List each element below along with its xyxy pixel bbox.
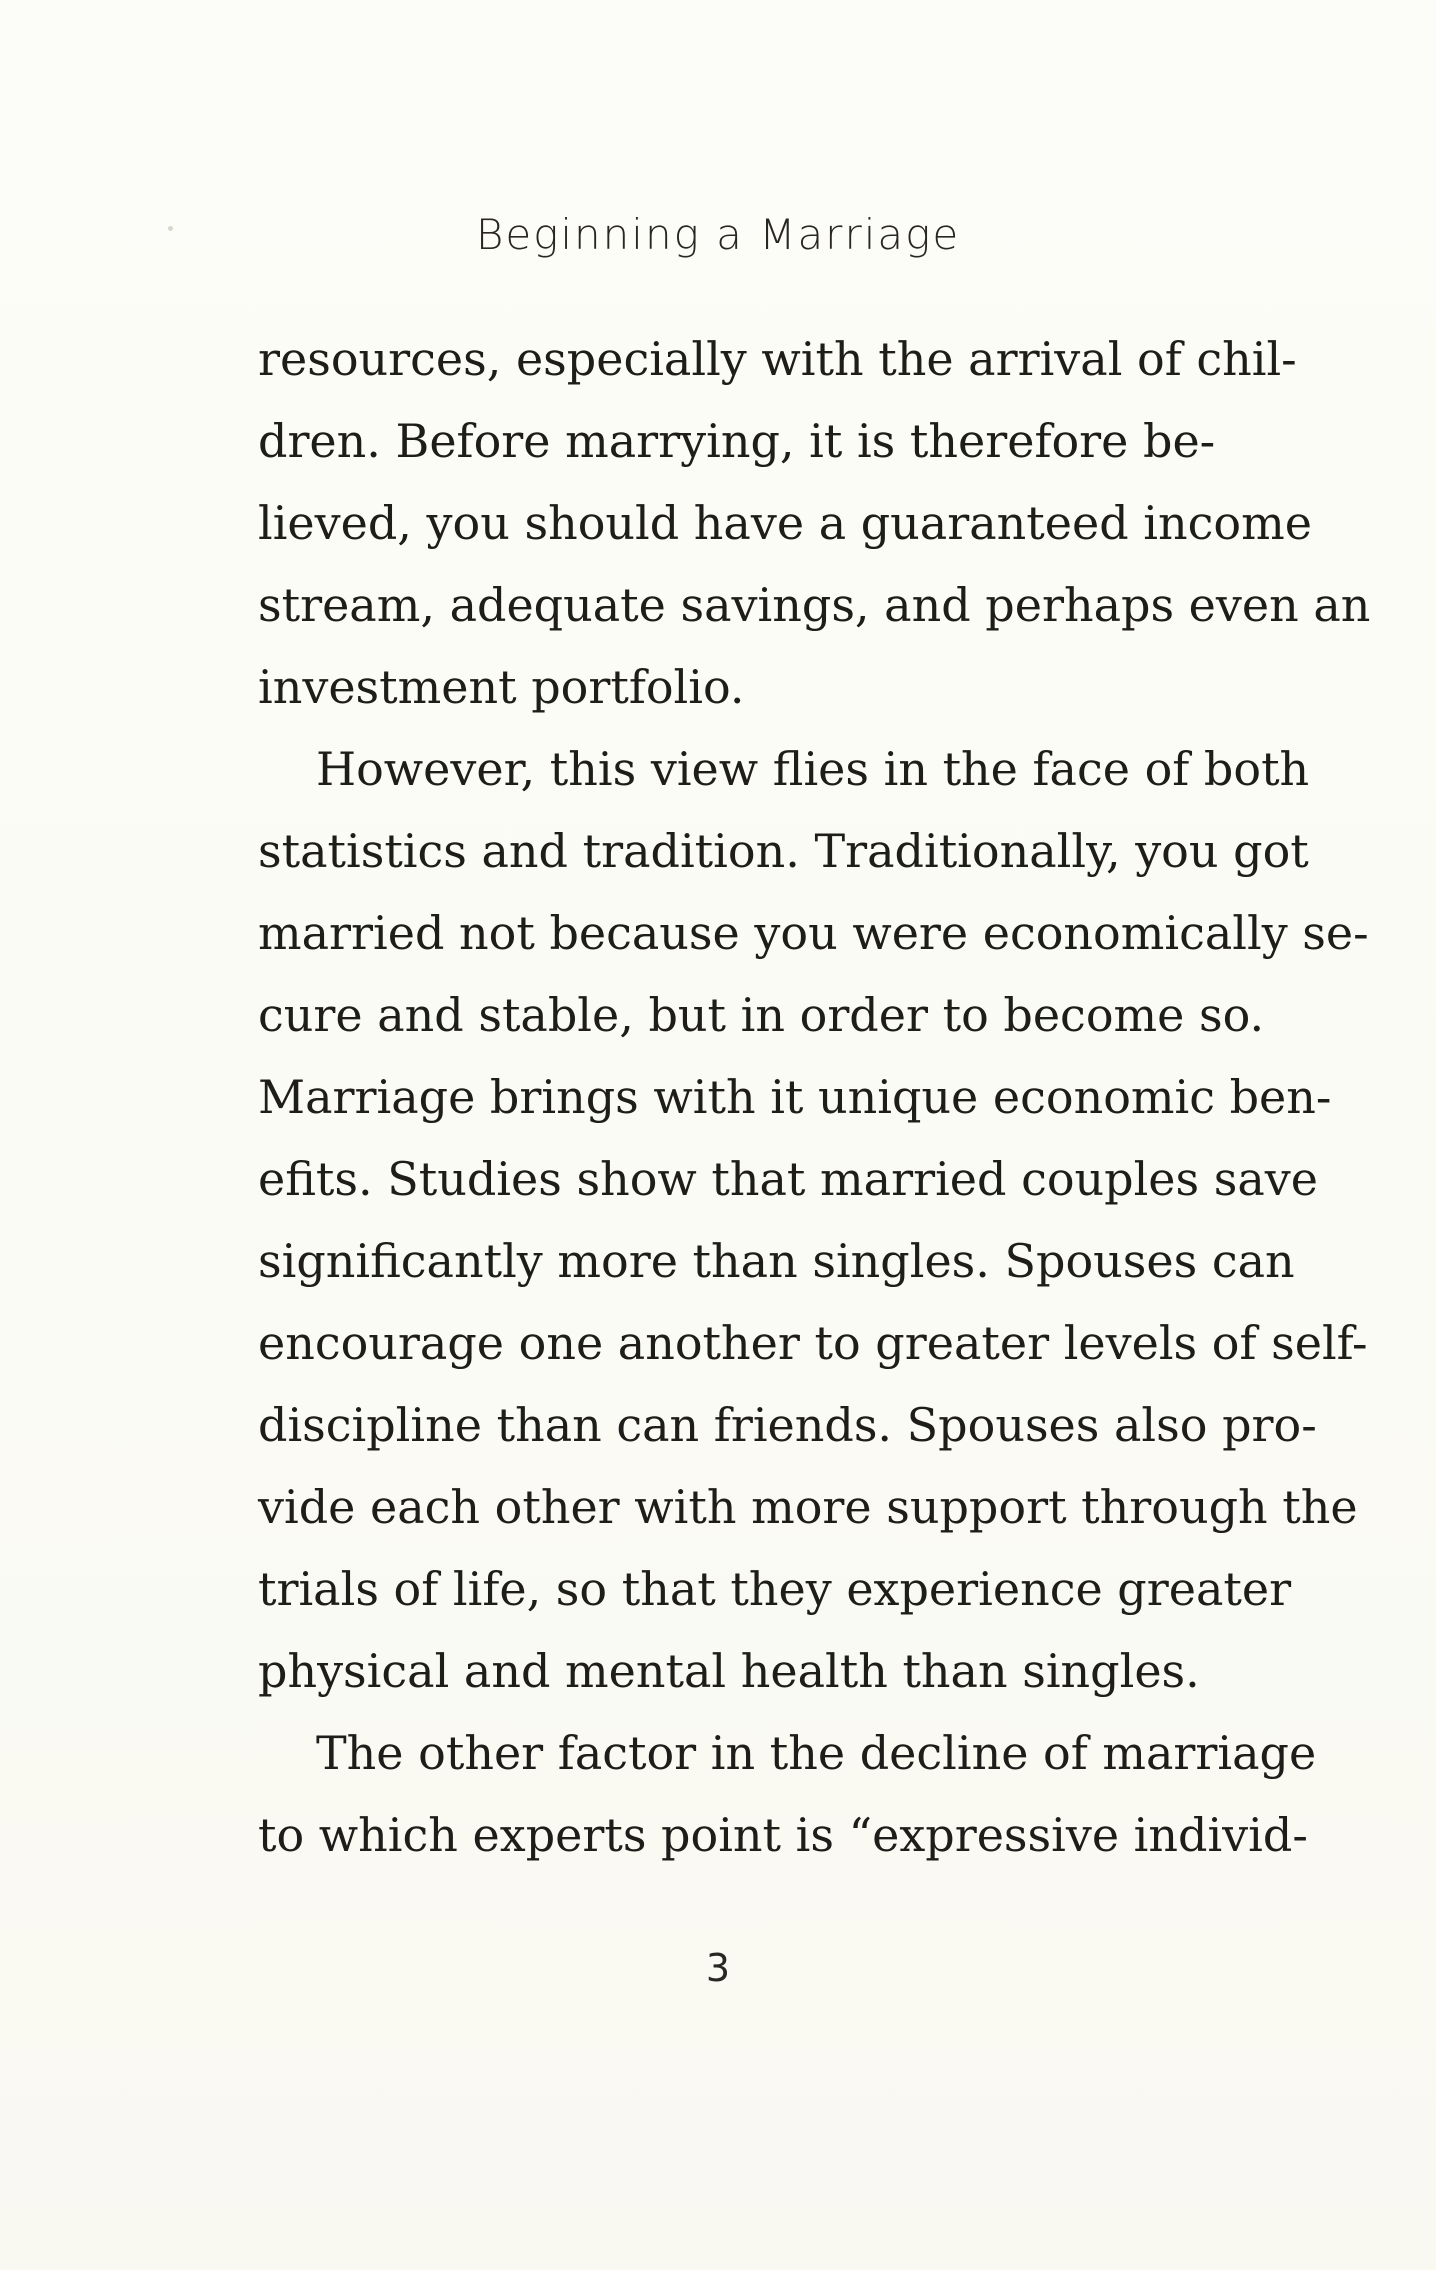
- text-line: vide each other with more support through the: [258, 1480, 1358, 1534]
- text-line: cure and stable, but in order to become so.: [258, 988, 1265, 1042]
- text-line: The other factor in the decline of marriage: [316, 1726, 1317, 1780]
- text-line: resources, especially with the arrival of chil-: [258, 332, 1297, 386]
- text-line: significantly more than singles. Spouses can: [258, 1234, 1295, 1288]
- page-number: 3: [705, 1946, 731, 1990]
- text-line: Marriage brings with it unique economic ben-: [258, 1070, 1332, 1124]
- text-line: statistics and tradition. Traditionally, you got: [258, 824, 1309, 878]
- text-line: trials of life, so that they experience greater: [258, 1562, 1292, 1616]
- text-line: discipline than can friends. Spouses also pro-: [258, 1398, 1317, 1452]
- text-line: stream, adequate savings, and perhaps even an: [258, 578, 1371, 632]
- body-text: [258, 318, 1371, 1876]
- text-line: dren. Before marrying, it is therefore be-: [258, 414, 1216, 468]
- text-line: investment portfolio.: [258, 660, 745, 714]
- text-line: encourage one another to greater levels of self-: [258, 1316, 1368, 1370]
- text-line: However, this view flies in the face of both: [316, 742, 1310, 796]
- paragraph-2: [258, 728, 1369, 1712]
- text-line: lieved, you should have a guaranteed income: [258, 496, 1312, 550]
- running-head: Beginning a Marriage: [475, 210, 961, 259]
- paragraph-1: [258, 318, 1371, 728]
- text-line: physical and mental health than singles.: [258, 1644, 1200, 1698]
- text-line: to which experts point is “expressive individ-: [258, 1808, 1308, 1862]
- text-line: efits. Studies show that married couples save: [258, 1152, 1318, 1206]
- paragraph-3: [258, 1712, 1317, 1876]
- text-line: married not because you were economically se-: [258, 906, 1369, 960]
